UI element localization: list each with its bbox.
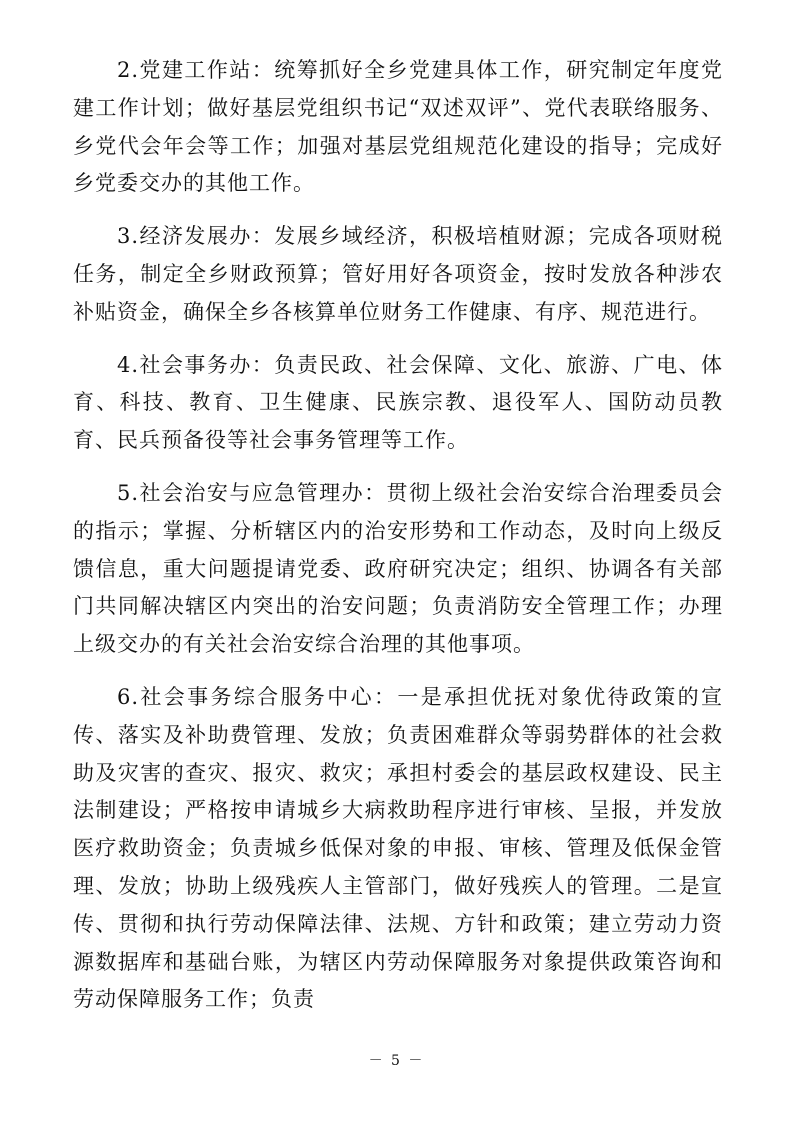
paragraph-public-security-emergency-office: 5.社会治安与应急管理办：贯彻上级社会治安综合治理委员会的指示；掌握、分析辖区内的治安形势和工作动态，及时向上级反馈信息，重大问题提请党委、政府研究决定；组织、协调各有关部门共同解决辖区内突出的治安问题；负责消防安全管理工作；办理上级交办的有关社会治安综合治理的其他事项。	[73, 480, 723, 657]
paragraph-economic-development-office: 3.经济发展办：发展乡域经济，积极培植财源；完成各项财税任务，制定全乡财政预算；管好用好各项资金，按时发放各种涉农补贴资金，确保全乡各核算单位财务工作健康、有序、规范进行。	[73, 224, 723, 324]
page-number: － 5 －	[368, 1053, 425, 1069]
paragraph-party-building-station: 2.党建工作站：统筹抓好全乡党建具体工作，研究制定年度党建工作计划；做好基层党组织书记“双述双评”、党代表联络服务、乡党代会年会等工作；加强对基层党组规范化建设的指导；完成好乡党委交办的其他工作。	[73, 58, 723, 196]
paragraph-social-affairs-service-center: 6.社会事务综合服务中心：一是承担优抚对象优待政策的宣传、落实及补助费管理、发放；负责困难群众等弱势群体的社会救助及灾害的查灾、报灾、救灾；承担村委会的基层政权建设、民主法制建设；严格按申请城乡大病救助程序进行审核、呈报，并发放医疗救助资金；负责城乡低保对象的申报、审核、管理及低保金管理、发放；协助上级残疾人主管部门，做好残疾人的管理。二是宣传、贯彻和执行劳动保障法律、法规、方针和政策；建立劳动力资源数据库和基础台账，为辖区内劳动保障服务对象提供政策咨询和劳动保障服务工作；负责	[73, 684, 723, 1012]
paragraph-social-affairs-office: 4.社会事务办：负责民政、社会保障、文化、旅游、广电、体育、科技、教育、卫生健康、民族宗教、退役军人、国防动员教育、民兵预备役等社会事务管理等工作。	[73, 352, 723, 453]
document-body	[73, 52, 723, 1034]
